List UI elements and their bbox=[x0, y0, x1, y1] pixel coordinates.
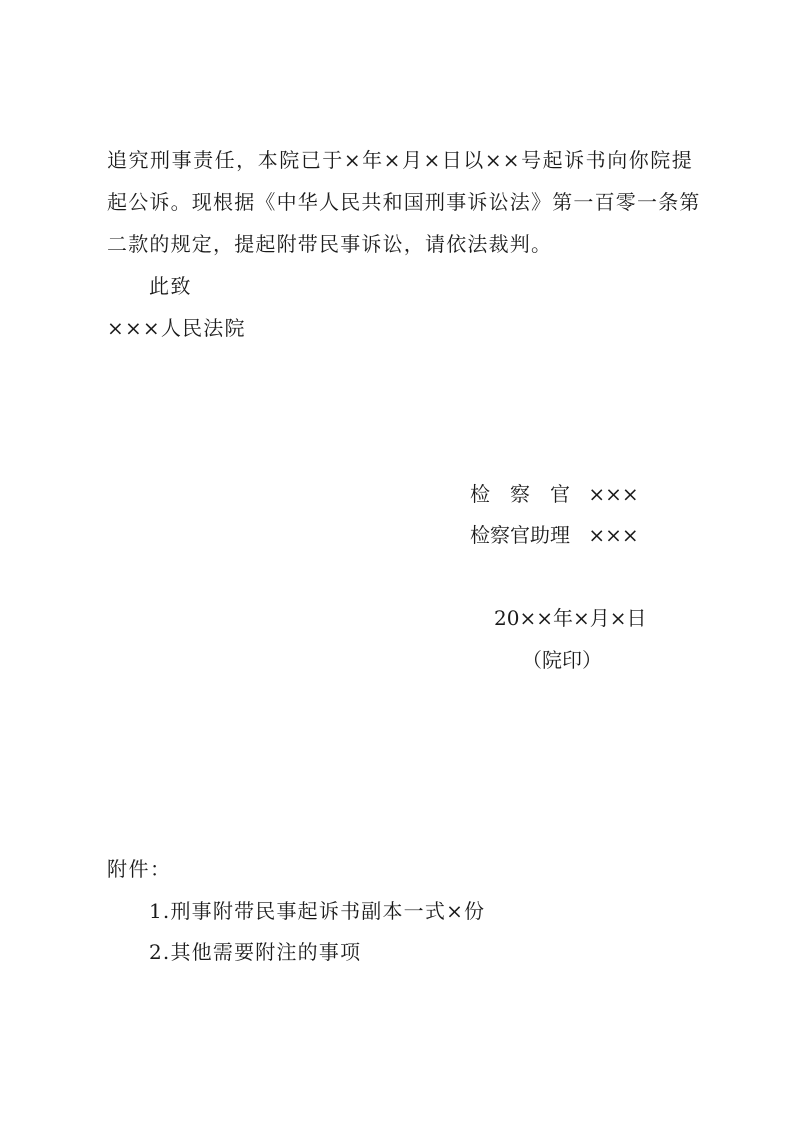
paragraph-line-1: 追究刑事责任，本院已于×年×月×日以××号起诉书向你院提 bbox=[107, 148, 693, 172]
document-date: 20××年×月×日 bbox=[494, 606, 647, 630]
attachment-item-2: 2.其他需要附注的事项 bbox=[149, 940, 362, 964]
attachments-heading: 附件： bbox=[107, 857, 172, 881]
assistant-signature bbox=[470, 525, 639, 545]
addressee: ×××人民法院 bbox=[107, 316, 246, 340]
court-seal-note: （院印） bbox=[522, 648, 602, 672]
assistant-name: ××× bbox=[588, 523, 639, 547]
prosecutor-label: 检 察 官 bbox=[470, 482, 570, 506]
paragraph-line-3: 二款的规定，提起附带民事诉讼，请依法裁判。 bbox=[107, 232, 553, 256]
prosecutor-signature bbox=[470, 484, 639, 504]
assistant-label: 检察官助理 bbox=[470, 523, 570, 547]
salutation: 此致 bbox=[149, 274, 192, 298]
prosecutor-name: ××× bbox=[588, 482, 639, 506]
paragraph-line-2: 起公诉。现根据《中华人民共和国刑事诉讼法》第一百零一条第 bbox=[107, 190, 701, 214]
attachment-item-1: 1.刑事附带民事起诉书副本一式×份 bbox=[149, 899, 486, 923]
